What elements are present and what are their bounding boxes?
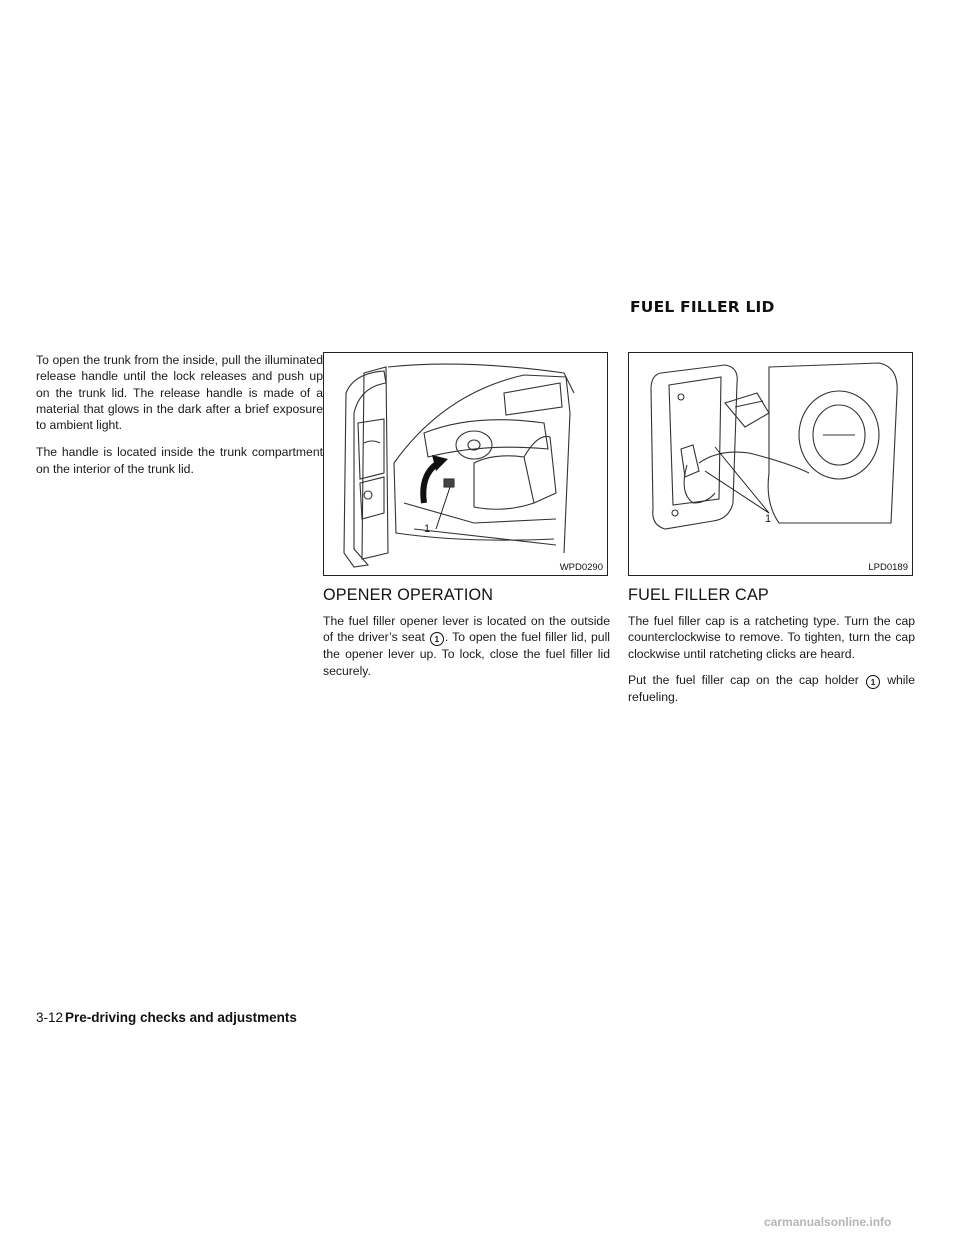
column-fuel-filler-cap (628, 352, 915, 715)
paragraph-handle-location: The handle is located inside the trunk compartment on the interior of the trunk lid. (36, 445, 323, 476)
fuel-lid-drawing (629, 353, 912, 575)
paragraph-opener-operation (323, 613, 610, 679)
column-trunk-release (36, 352, 323, 488)
fuel-cap-illustration (628, 352, 913, 576)
chapter-title: Pre-driving checks and adjustments (65, 1010, 297, 1025)
opener-lever-illustration (323, 352, 608, 576)
opener-text-after: . To open the fuel filler lid, pull the opener lever up. To lock, close the fuel filler lid securely. (323, 630, 611, 678)
section-title: FUEL FILLER LID (630, 298, 775, 316)
heading-fuel-filler-cap: FUEL FILLER CAP (628, 586, 769, 604)
cap-text-before: Put the fuel filler cap on the cap holder (628, 672, 859, 687)
column-opener-operation (323, 352, 610, 689)
opener-text-before: The fuel filler opener lever is located on the outside of the driver’s seat (323, 614, 610, 645)
watermark: carmanualsonline.info (764, 1215, 892, 1229)
paragraph-cap-holder (628, 672, 915, 705)
figure-callout-1: 1 (424, 523, 431, 535)
heading-opener-operation: OPENER OPERATION (323, 586, 494, 604)
figure-code: LPD0189 (868, 562, 908, 573)
callout-marker: 1 (866, 675, 880, 689)
callout-marker: 1 (430, 632, 444, 646)
cap-text-after: while refueling. (628, 672, 915, 704)
car-door-open-drawing (324, 353, 607, 575)
paragraph-trunk-release: To open the trunk from the inside, pull the illuminated release handle until the lock releases and push up on the trunk lid. The release handle is made of a material that glows in the dark after a brief exposure to ambient light. (36, 353, 323, 433)
paragraph-ratcheting-cap: The fuel filler cap is a ratcheting type. Turn the cap counterclockwise to remove. To tighten, turn the cap clockwise until ratcheting clicks are heard. (628, 614, 915, 661)
figure-callout-1: 1 (765, 513, 772, 525)
page-number: 3-12 (36, 1010, 64, 1025)
figure-code: WPD0290 (559, 562, 603, 573)
page-footer (36, 1010, 297, 1025)
